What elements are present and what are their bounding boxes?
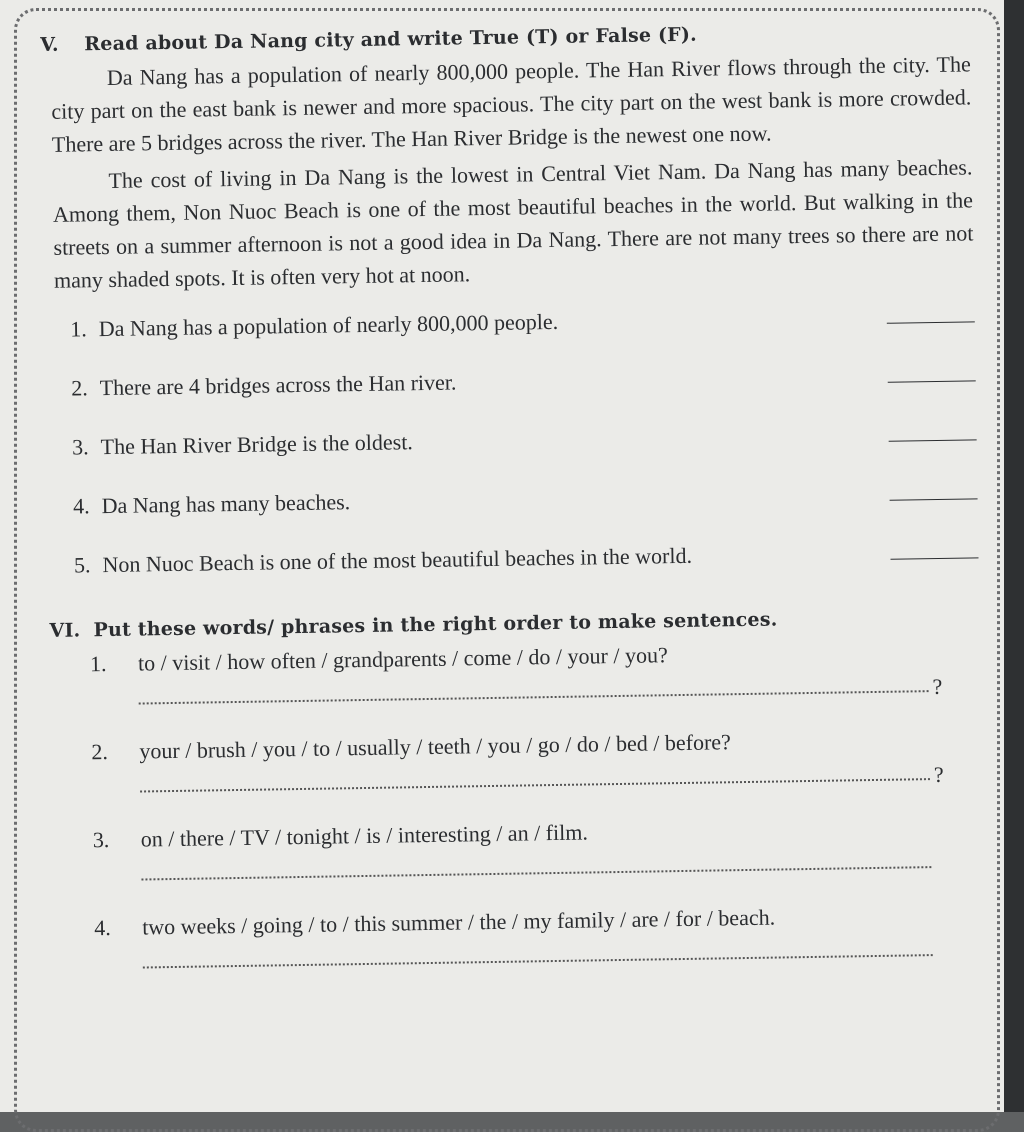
answer-blank[interactable] (889, 480, 977, 500)
line-end-mark: ? (933, 761, 944, 788)
statement-number: 4. (72, 493, 90, 519)
word-order-item (94, 901, 985, 1003)
section-v-number: V. (40, 33, 59, 56)
scrambled-words: on / there / TV / tonight / is / interesting / an / film. (140, 819, 589, 852)
item-number: 2. (91, 739, 109, 765)
section-vi-number: VI. (49, 619, 81, 642)
item-number: 4. (94, 915, 111, 941)
statement-number: 3. (71, 434, 89, 460)
scrambled-words: your / brush / you / to / usually / teeth / you / go / do / bed / before? (139, 729, 732, 764)
reading-paragraph-1: Da Nang has a population of nearly 800,000 people. The Han River flows through the city. The city part on the east bank is newer and more spacious. The city part on the west bank is more crowded. There are 5 bridges across the river. The Han River Bridge is the newest one now. (51, 51, 972, 157)
answer-dotted-line[interactable] (139, 690, 929, 704)
section-vi-title: Put these words/ phrases in the right order to make sentences. (93, 608, 778, 642)
statement-text: The Han River Bridge is the oldest. (100, 429, 414, 460)
scrambled-words: to / visit / how often / grandparents / come / do / your / you? (137, 642, 668, 676)
scrambled-words: two weeks / going / to / this summer / the / my family / are / for / beach. (142, 904, 776, 940)
answer-dotted-line[interactable] (140, 778, 930, 792)
section-vi-heading (49, 605, 979, 642)
answer-dotted-line[interactable] (141, 866, 931, 880)
statement-number: 1. (70, 316, 87, 342)
word-order-list (90, 637, 985, 1003)
true-false-list (55, 302, 980, 611)
answer-blank[interactable] (890, 539, 978, 559)
worksheet-content (40, 9, 985, 1003)
section-v-title: Read about Da Nang city and write True (T) or False (F). (84, 23, 698, 56)
word-order-item (90, 637, 981, 739)
statement-number: 2. (71, 375, 88, 401)
answer-blank[interactable] (888, 421, 976, 441)
statement-text: There are 4 bridges across the Han river. (99, 369, 457, 401)
statement-text: Non Nuoc Beach is one of the most beautiful beaches in the world. (102, 542, 693, 578)
reading-paragraph-2: The cost of living in Da Nang is the lowest in Central Viet Nam. Da Nang has many beaches. Among them, Non Nuoc Beach is one of the most beautiful beaches in the world. But walking in the streets on a summer afternoon is not a good idea in Da Nang. There are not many trees so there are not many shaded spots. It is often very hot at noon. (52, 154, 974, 293)
answer-blank[interactable] (887, 362, 975, 382)
answer-dotted-line[interactable] (143, 954, 933, 968)
line-end-mark: ? (932, 673, 943, 700)
word-order-item (91, 725, 982, 827)
statement-text: Da Nang has many beaches. (101, 489, 351, 519)
answer-blank[interactable] (887, 303, 975, 323)
statement-text: Da Nang has a population of nearly 800,000 people. (98, 308, 559, 342)
desk-background (1004, 0, 1024, 1112)
item-number: 1. (89, 651, 107, 677)
item-number: 3. (92, 827, 110, 853)
word-order-item (93, 813, 984, 915)
statement-number: 5. (73, 552, 91, 578)
